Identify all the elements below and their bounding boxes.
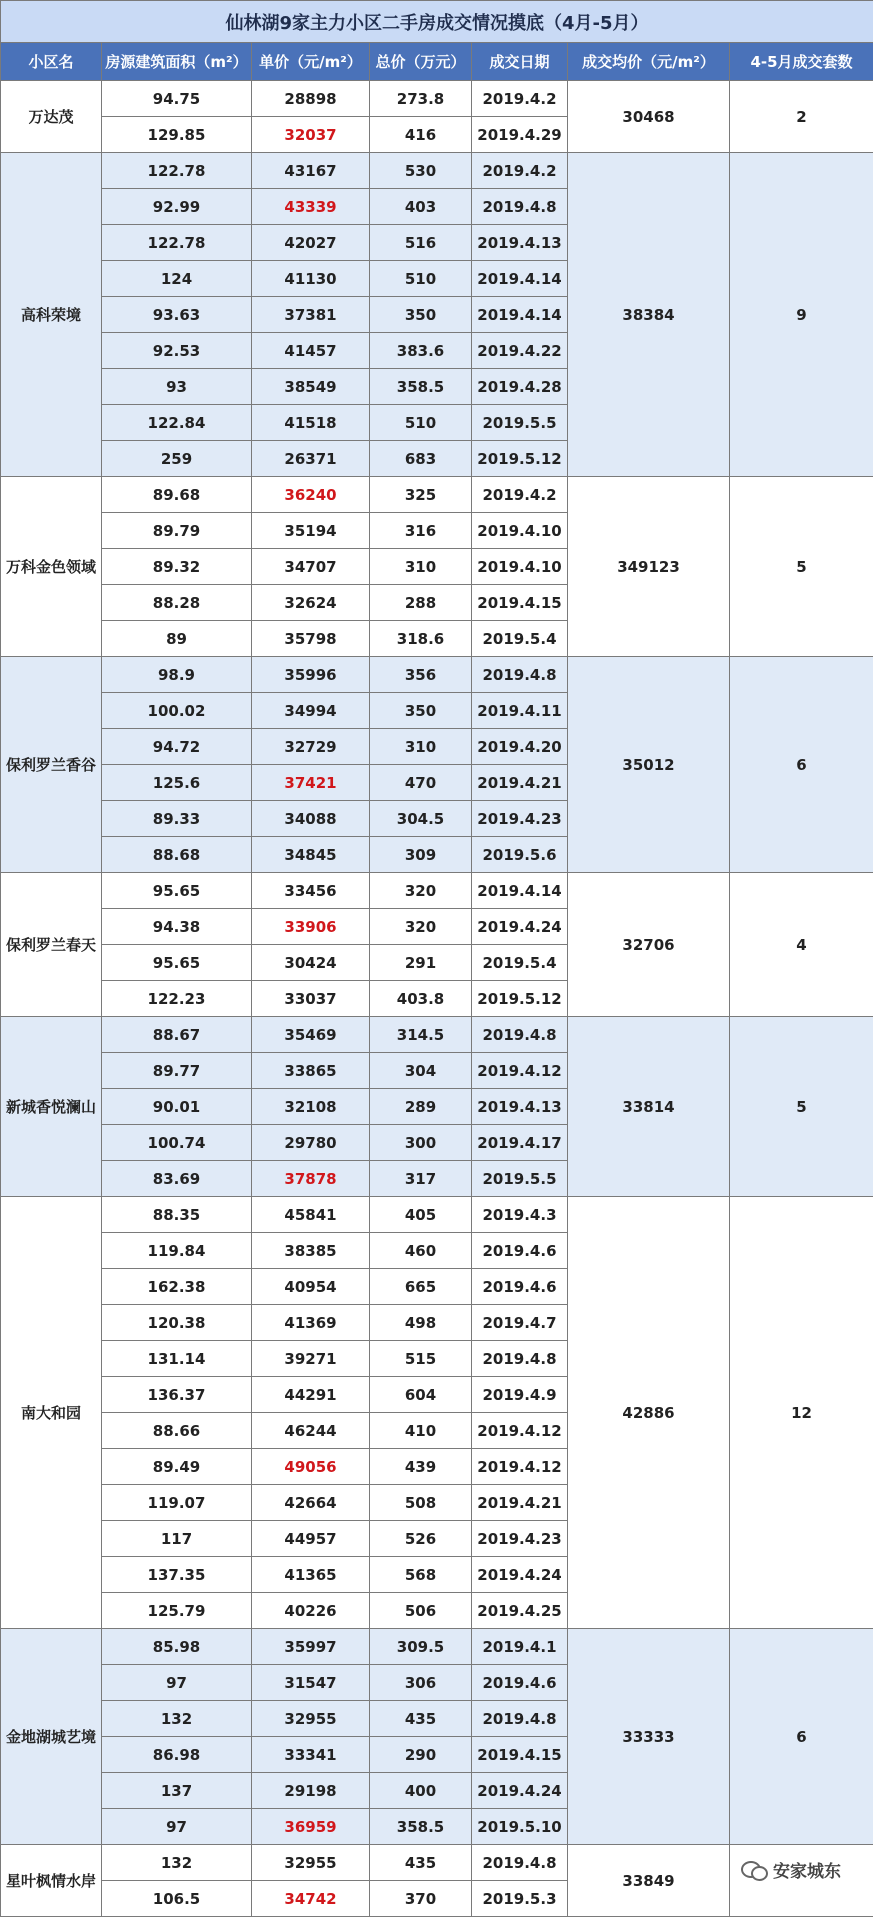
count-cell: 5 xyxy=(730,1017,873,1197)
unit-price-cell: 35194 xyxy=(252,513,370,549)
header-area: 房源建筑面积（m²） xyxy=(102,43,252,81)
area-cell: 89.49 xyxy=(102,1449,252,1485)
date-cell: 2019.4.24 xyxy=(472,909,568,945)
date-cell: 2019.4.8 xyxy=(472,1845,568,1881)
total-price-cell: 498 xyxy=(370,1305,472,1341)
community-name: 南大和园 xyxy=(1,1197,102,1629)
community-name: 星叶枫情水岸 xyxy=(1,1845,102,1917)
area-cell: 98.9 xyxy=(102,657,252,693)
total-price-cell: 289 xyxy=(370,1089,472,1125)
area-cell: 88.66 xyxy=(102,1413,252,1449)
area-cell: 88.28 xyxy=(102,585,252,621)
watermark xyxy=(741,1857,841,1882)
avg-price-cell: 349123 xyxy=(568,477,730,657)
unit-price-cell: 41130 xyxy=(252,261,370,297)
unit-price-cell: 31547 xyxy=(252,1665,370,1701)
total-price-cell: 358.5 xyxy=(370,1809,472,1845)
area-cell: 93.63 xyxy=(102,297,252,333)
total-price-cell: 526 xyxy=(370,1521,472,1557)
unit-price-cell: 35996 xyxy=(252,657,370,693)
total-price-cell: 350 xyxy=(370,693,472,729)
date-cell: 2019.4.13 xyxy=(472,1089,568,1125)
date-cell: 2019.4.28 xyxy=(472,369,568,405)
date-cell: 2019.4.6 xyxy=(472,1269,568,1305)
area-cell: 129.85 xyxy=(102,117,252,153)
unit-price-cell: 30424 xyxy=(252,945,370,981)
unit-price-cell: 45841 xyxy=(252,1197,370,1233)
date-cell: 2019.4.17 xyxy=(472,1125,568,1161)
date-cell: 2019.4.13 xyxy=(472,225,568,261)
total-price-cell: 515 xyxy=(370,1341,472,1377)
total-price-cell: 410 xyxy=(370,1413,472,1449)
date-cell: 2019.4.2 xyxy=(472,81,568,117)
unit-price-cell: 43339 xyxy=(252,189,370,225)
table-body xyxy=(1,81,873,1917)
date-cell: 2019.4.8 xyxy=(472,1701,568,1737)
unit-price-cell: 36959 xyxy=(252,1809,370,1845)
total-price-cell: 310 xyxy=(370,729,472,765)
area-cell: 83.69 xyxy=(102,1161,252,1197)
total-price-cell: 416 xyxy=(370,117,472,153)
total-price-cell: 506 xyxy=(370,1593,472,1629)
unit-price-cell: 34088 xyxy=(252,801,370,837)
area-cell: 125.6 xyxy=(102,765,252,801)
unit-price-cell: 42664 xyxy=(252,1485,370,1521)
community-name: 万科金色领域 xyxy=(1,477,102,657)
total-price-cell: 314.5 xyxy=(370,1017,472,1053)
unit-price-cell: 28898 xyxy=(252,81,370,117)
date-cell: 2019.4.11 xyxy=(472,693,568,729)
area-cell: 88.67 xyxy=(102,1017,252,1053)
total-price-cell: 309 xyxy=(370,837,472,873)
area-cell: 92.53 xyxy=(102,333,252,369)
table-row xyxy=(1,81,873,117)
total-price-cell: 604 xyxy=(370,1377,472,1413)
count-cell: 6 xyxy=(730,1629,873,1845)
total-price-cell: 300 xyxy=(370,1125,472,1161)
unit-price-cell: 41369 xyxy=(252,1305,370,1341)
total-price-cell: 435 xyxy=(370,1845,472,1881)
area-cell: 122.78 xyxy=(102,225,252,261)
total-price-cell: 435 xyxy=(370,1701,472,1737)
total-price-cell: 370 xyxy=(370,1881,472,1917)
count-cell: 6 xyxy=(730,657,873,873)
unit-price-cell: 41365 xyxy=(252,1557,370,1593)
unit-price-cell: 32108 xyxy=(252,1089,370,1125)
area-cell: 95.65 xyxy=(102,873,252,909)
area-cell: 94.38 xyxy=(102,909,252,945)
date-cell: 2019.4.14 xyxy=(472,261,568,297)
avg-price-cell: 32706 xyxy=(568,873,730,1017)
total-price-cell: 403 xyxy=(370,189,472,225)
date-cell: 2019.5.10 xyxy=(472,1809,568,1845)
area-cell: 94.72 xyxy=(102,729,252,765)
unit-price-cell: 32955 xyxy=(252,1845,370,1881)
unit-price-cell: 37381 xyxy=(252,297,370,333)
date-cell: 2019.4.8 xyxy=(472,1341,568,1377)
total-price-cell: 290 xyxy=(370,1737,472,1773)
date-cell: 2019.4.8 xyxy=(472,1017,568,1053)
total-price-cell: 273.8 xyxy=(370,81,472,117)
date-cell: 2019.4.8 xyxy=(472,657,568,693)
total-price-cell: 516 xyxy=(370,225,472,261)
count-cell: 4 xyxy=(730,873,873,1017)
area-cell: 119.84 xyxy=(102,1233,252,1269)
unit-price-cell: 42027 xyxy=(252,225,370,261)
total-price-cell: 403.8 xyxy=(370,981,472,1017)
unit-price-cell: 33341 xyxy=(252,1737,370,1773)
date-cell: 2019.4.9 xyxy=(472,1377,568,1413)
date-cell: 2019.4.22 xyxy=(472,333,568,369)
area-cell: 119.07 xyxy=(102,1485,252,1521)
date-cell: 2019.4.6 xyxy=(472,1665,568,1701)
date-cell: 2019.4.3 xyxy=(472,1197,568,1233)
date-cell: 2019.4.23 xyxy=(472,801,568,837)
date-cell: 2019.5.5 xyxy=(472,1161,568,1197)
total-price-cell: 304 xyxy=(370,1053,472,1089)
area-cell: 89.79 xyxy=(102,513,252,549)
total-price-cell: 439 xyxy=(370,1449,472,1485)
date-cell: 2019.4.24 xyxy=(472,1557,568,1593)
total-price-cell: 405 xyxy=(370,1197,472,1233)
unit-price-cell: 36240 xyxy=(252,477,370,513)
unit-price-cell: 34707 xyxy=(252,549,370,585)
unit-price-cell: 29780 xyxy=(252,1125,370,1161)
date-cell: 2019.4.29 xyxy=(472,117,568,153)
date-cell: 2019.4.6 xyxy=(472,1233,568,1269)
unit-price-cell: 32729 xyxy=(252,729,370,765)
date-cell: 2019.4.15 xyxy=(472,585,568,621)
total-price-cell: 318.6 xyxy=(370,621,472,657)
area-cell: 136.37 xyxy=(102,1377,252,1413)
unit-price-cell: 33906 xyxy=(252,909,370,945)
count-cell: 9 xyxy=(730,153,873,477)
date-cell: 2019.4.14 xyxy=(472,873,568,909)
community-name: 保利罗兰春天 xyxy=(1,873,102,1017)
area-cell: 89 xyxy=(102,621,252,657)
total-price-cell: 304.5 xyxy=(370,801,472,837)
area-cell: 89.33 xyxy=(102,801,252,837)
date-cell: 2019.4.23 xyxy=(472,1521,568,1557)
avg-price-cell: 30468 xyxy=(568,81,730,153)
unit-price-cell: 32624 xyxy=(252,585,370,621)
date-cell: 2019.5.4 xyxy=(472,621,568,657)
unit-price-cell: 40954 xyxy=(252,1269,370,1305)
table-title: 仙林湖9家主力小区二手房成交情况摸底（4月-5月） xyxy=(1,1,873,43)
total-price-cell: 665 xyxy=(370,1269,472,1305)
header-date: 成交日期 xyxy=(472,43,568,81)
total-price-cell: 325 xyxy=(370,477,472,513)
unit-price-cell: 38385 xyxy=(252,1233,370,1269)
unit-price-cell: 35798 xyxy=(252,621,370,657)
area-cell: 86.98 xyxy=(102,1737,252,1773)
unit-price-cell: 40226 xyxy=(252,1593,370,1629)
avg-price-cell: 42886 xyxy=(568,1197,730,1629)
unit-price-cell: 43167 xyxy=(252,153,370,189)
date-cell: 2019.4.1 xyxy=(472,1629,568,1665)
unit-price-cell: 33456 xyxy=(252,873,370,909)
date-cell: 2019.5.12 xyxy=(472,981,568,1017)
total-price-cell: 317 xyxy=(370,1161,472,1197)
area-cell: 122.23 xyxy=(102,981,252,1017)
area-cell: 94.75 xyxy=(102,81,252,117)
unit-price-cell: 33037 xyxy=(252,981,370,1017)
total-price-cell: 510 xyxy=(370,261,472,297)
unit-price-cell: 39271 xyxy=(252,1341,370,1377)
header-community: 小区名 xyxy=(1,43,102,81)
table-row xyxy=(1,477,873,513)
unit-price-cell: 32037 xyxy=(252,117,370,153)
table-row xyxy=(1,873,873,909)
date-cell: 2019.5.6 xyxy=(472,837,568,873)
area-cell: 88.35 xyxy=(102,1197,252,1233)
area-cell: 132 xyxy=(102,1701,252,1737)
date-cell: 2019.4.2 xyxy=(472,477,568,513)
count-cell: 2 xyxy=(730,81,873,153)
area-cell: 131.14 xyxy=(102,1341,252,1377)
date-cell: 2019.5.12 xyxy=(472,441,568,477)
area-cell: 125.79 xyxy=(102,1593,252,1629)
date-cell: 2019.4.12 xyxy=(472,1413,568,1449)
date-cell: 2019.5.4 xyxy=(472,945,568,981)
header-avg-price: 成交均价（元/m²） xyxy=(568,43,730,81)
total-price-cell: 350 xyxy=(370,297,472,333)
total-price-cell: 309.5 xyxy=(370,1629,472,1665)
unit-price-cell: 35997 xyxy=(252,1629,370,1665)
date-cell: 2019.4.20 xyxy=(472,729,568,765)
total-price-cell: 683 xyxy=(370,441,472,477)
date-cell: 2019.4.8 xyxy=(472,189,568,225)
area-cell: 85.98 xyxy=(102,1629,252,1665)
date-cell: 2019.4.2 xyxy=(472,153,568,189)
unit-price-cell: 37421 xyxy=(252,765,370,801)
unit-price-cell: 44291 xyxy=(252,1377,370,1413)
area-cell: 89.77 xyxy=(102,1053,252,1089)
unit-price-cell: 34845 xyxy=(252,837,370,873)
header-total-price: 总价（万元） xyxy=(370,43,472,81)
date-cell: 2019.5.5 xyxy=(472,405,568,441)
area-cell: 92.99 xyxy=(102,189,252,225)
avg-price-cell: 33814 xyxy=(568,1017,730,1197)
date-cell: 2019.4.10 xyxy=(472,513,568,549)
total-price-cell: 310 xyxy=(370,549,472,585)
header-unit-price: 单价（元/m²） xyxy=(252,43,370,81)
area-cell: 90.01 xyxy=(102,1089,252,1125)
unit-price-cell: 29198 xyxy=(252,1773,370,1809)
avg-price-cell: 35012 xyxy=(568,657,730,873)
area-cell: 106.5 xyxy=(102,1881,252,1917)
total-price-cell: 470 xyxy=(370,765,472,801)
unit-price-cell: 41518 xyxy=(252,405,370,441)
date-cell: 2019.4.10 xyxy=(472,549,568,585)
total-price-cell: 530 xyxy=(370,153,472,189)
total-price-cell: 358.5 xyxy=(370,369,472,405)
area-cell: 117 xyxy=(102,1521,252,1557)
total-price-cell: 288 xyxy=(370,585,472,621)
total-price-cell: 510 xyxy=(370,405,472,441)
area-cell: 137.35 xyxy=(102,1557,252,1593)
total-price-cell: 460 xyxy=(370,1233,472,1269)
table-row xyxy=(1,1197,873,1233)
wechat-icon xyxy=(741,1859,767,1881)
area-cell: 162.38 xyxy=(102,1269,252,1305)
area-cell: 97 xyxy=(102,1809,252,1845)
total-price-cell: 383.6 xyxy=(370,333,472,369)
total-price-cell: 508 xyxy=(370,1485,472,1521)
header-count: 4-5月成交套数 xyxy=(730,43,873,81)
area-cell: 95.65 xyxy=(102,945,252,981)
table-row xyxy=(1,657,873,693)
unit-price-cell: 32955 xyxy=(252,1701,370,1737)
area-cell: 259 xyxy=(102,441,252,477)
area-cell: 88.68 xyxy=(102,837,252,873)
unit-price-cell: 49056 xyxy=(252,1449,370,1485)
community-name: 新城香悦澜山 xyxy=(1,1017,102,1197)
date-cell: 2019.4.21 xyxy=(472,1485,568,1521)
total-price-cell: 316 xyxy=(370,513,472,549)
unit-price-cell: 38549 xyxy=(252,369,370,405)
total-price-cell: 306 xyxy=(370,1665,472,1701)
total-price-cell: 356 xyxy=(370,657,472,693)
unit-price-cell: 41457 xyxy=(252,333,370,369)
area-cell: 137 xyxy=(102,1773,252,1809)
unit-price-cell: 37878 xyxy=(252,1161,370,1197)
count-cell: 12 xyxy=(730,1197,873,1629)
date-cell: 2019.4.7 xyxy=(472,1305,568,1341)
community-name: 保利罗兰香谷 xyxy=(1,657,102,873)
date-cell: 2019.4.25 xyxy=(472,1593,568,1629)
unit-price-cell: 44957 xyxy=(252,1521,370,1557)
date-cell: 2019.5.3 xyxy=(472,1881,568,1917)
date-cell: 2019.4.12 xyxy=(472,1053,568,1089)
area-cell: 89.32 xyxy=(102,549,252,585)
total-price-cell: 320 xyxy=(370,909,472,945)
area-cell: 124 xyxy=(102,261,252,297)
total-price-cell: 320 xyxy=(370,873,472,909)
avg-price-cell: 38384 xyxy=(568,153,730,477)
total-price-cell: 568 xyxy=(370,1557,472,1593)
date-cell: 2019.4.12 xyxy=(472,1449,568,1485)
total-price-cell: 400 xyxy=(370,1773,472,1809)
count-cell: 5 xyxy=(730,477,873,657)
community-name: 万达茂 xyxy=(1,81,102,153)
avg-price-cell: 33849 xyxy=(568,1845,730,1917)
unit-price-cell: 34994 xyxy=(252,693,370,729)
date-cell: 2019.4.15 xyxy=(472,1737,568,1773)
table-row xyxy=(1,1629,873,1665)
avg-price-cell: 33333 xyxy=(568,1629,730,1845)
unit-price-cell: 34742 xyxy=(252,1881,370,1917)
date-cell: 2019.4.21 xyxy=(472,765,568,801)
community-name: 金地湖城艺境 xyxy=(1,1629,102,1845)
unit-price-cell: 46244 xyxy=(252,1413,370,1449)
area-cell: 132 xyxy=(102,1845,252,1881)
area-cell: 120.38 xyxy=(102,1305,252,1341)
total-price-cell: 291 xyxy=(370,945,472,981)
unit-price-cell: 26371 xyxy=(252,441,370,477)
area-cell: 89.68 xyxy=(102,477,252,513)
table-row xyxy=(1,153,873,189)
unit-price-cell: 35469 xyxy=(252,1017,370,1053)
unit-price-cell: 33865 xyxy=(252,1053,370,1089)
table-row xyxy=(1,1017,873,1053)
date-cell: 2019.4.14 xyxy=(472,297,568,333)
community-name: 高科荣境 xyxy=(1,153,102,477)
area-cell: 122.78 xyxy=(102,153,252,189)
area-cell: 97 xyxy=(102,1665,252,1701)
area-cell: 100.74 xyxy=(102,1125,252,1161)
area-cell: 122.84 xyxy=(102,405,252,441)
header-row xyxy=(1,43,873,81)
watermark-text: 安家城东 xyxy=(773,1857,841,1882)
date-cell: 2019.4.24 xyxy=(472,1773,568,1809)
area-cell: 100.02 xyxy=(102,693,252,729)
area-cell: 93 xyxy=(102,369,252,405)
